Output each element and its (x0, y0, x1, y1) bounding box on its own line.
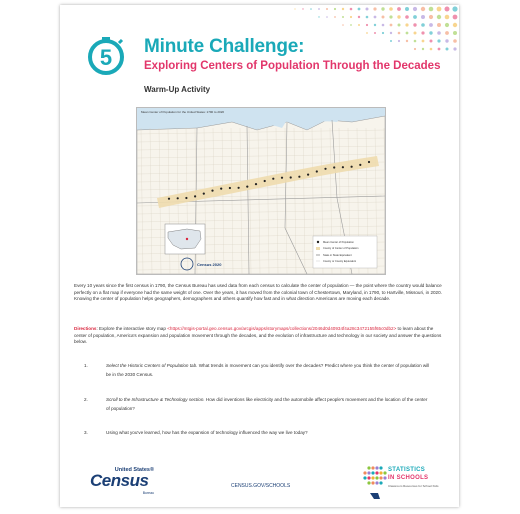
logo-number: 5 (99, 45, 113, 70)
legend-item: State or State Equivalent (323, 254, 352, 257)
population-center-marker (246, 186, 248, 188)
population-center-marker (368, 161, 370, 163)
globe-icon (362, 457, 388, 501)
population-center-marker (168, 198, 170, 200)
population-center-marker (290, 176, 292, 178)
directions-label: Directions (74, 326, 97, 331)
map-title: Mean Center of Population for the United States: 1790 to 2020 (141, 110, 225, 114)
footer-url-link[interactable]: CENSUS.GOV/SCHOOLS (231, 483, 291, 489)
section-heading: Warm-Up Activity (144, 85, 211, 94)
decorative-dots (279, 5, 459, 65)
population-center-marker (211, 190, 213, 192)
worksheet-page: 5 Minute Challenge: Exploring Centers of Population Through the Decades Warm-Up Activity Census 2020 Mean Center of Population County of Center of Population State or State Equivalent County or County Equivalent Mean Center of Population for the United States: 1790 to 2020 Every 10 years since the first census in 1790, the Census Bureau has used data from each census to calculate the center of population — the point where the country would balance perfectly on a flat map if everyone had the same weight of one. Over the years, it has moved from the colonial town of Chestertown, Maryland, in 1790, to Hartville, Missouri, in 2020. Knowing the center of population helps geographers, demographers and others quantify how fast and in what direction Americans are moving each decade. Directions: Explore the interactive story map <https://mtgis-portal.geo.census.gov/arcgis/apps/storymaps/collections/2046d0d40934f4a28c3472155f65c0db2> to learn about the center of population, America's expansion and population movement through the decades, and the evolution of infrastructure and technology in our society and answer the questions below. 1. Select the Historic Centers of Population tab. What trends in movement can you identify over the decades? Predict where you think the center of population will be in the 2030 Census. 2. Scroll to the Infrastructure & Technology section. How did inventions like electricity and the automobile affect people's movement and the location of the center of population? 3. Using what you've learned, how has the expansion of technology influenced the way we live today? United States® Census Bureau CENSUS.GOV/SCHOOLS STATISTICS IN SCHOOLS Classroom Resources for School Kids (60, 5, 459, 507)
population-center-marker (177, 197, 179, 199)
population-center-marker (229, 187, 231, 189)
population-center-marker (342, 166, 344, 168)
story-map-link[interactable]: <https://mtgis-portal.geo.census.gov/arcgis/apps/storymaps/collections/2046d0d40934f4a28c3472155f65c0db2> (167, 326, 397, 331)
population-center-marker (194, 195, 196, 197)
population-center-marker (324, 168, 326, 170)
population-center-marker (307, 174, 309, 176)
census-bureau-logo: United States® Census Bureau (90, 467, 154, 495)
population-center-marker (264, 180, 266, 182)
map-census-logo: Census 2020 (197, 262, 222, 267)
map-graphic (137, 108, 385, 274)
population-center-marker (333, 166, 335, 168)
population-center-marker (316, 170, 318, 172)
population-center-marker (298, 176, 300, 178)
legend-item: County or County Equivalent (323, 260, 357, 263)
population-center-marker (220, 188, 222, 190)
statistics-in-schools-logo: STATISTICS IN SCHOOLS Classroom Resources for School Kids (362, 457, 448, 501)
population-center-marker (238, 187, 240, 189)
population-center-marker (185, 197, 187, 199)
directions-paragraph: Directions: Explore the interactive story map <https://mtgis-portal.geo.census.gov/arcgis/apps/storymaps/collections/2046d0d40934f4a28c3472155f65c0db2> to learn about the center of population, America's expansion and population movement through the decades, and the evolution of infrastructure and technology in our society and answer the questions below. (74, 326, 442, 345)
page-title: Minute Challenge: (144, 36, 305, 57)
population-center-marker (203, 193, 205, 195)
legend-item: County of Center of Population (323, 247, 359, 250)
population-center-marker (281, 177, 283, 179)
population-center-marker (272, 178, 274, 180)
five-minute-logo-icon (86, 36, 126, 76)
population-center-marker (351, 166, 353, 168)
population-center-map (136, 107, 386, 275)
population-center-marker (359, 164, 361, 166)
intro-paragraph: Every 10 years since the first census in 1790, the Census Bureau has used data from each census to calculate the center of population — the point where the country would balance perfectly on a flat map if everyone had the same weight of one. Over the years, it has moved from the colonial town of Chestertown, Maryland, in 1790, to Hartville, Missouri, in 2020. Knowing the center of population helps geographers, demographers and others quantify how fast and in what direction Americans are moving each decade. (74, 283, 442, 302)
legend-item: Mean Center of Population (323, 241, 354, 244)
page-subtitle: Exploring Centers of Population Through the Decades (144, 60, 441, 72)
population-center-marker (255, 183, 257, 185)
